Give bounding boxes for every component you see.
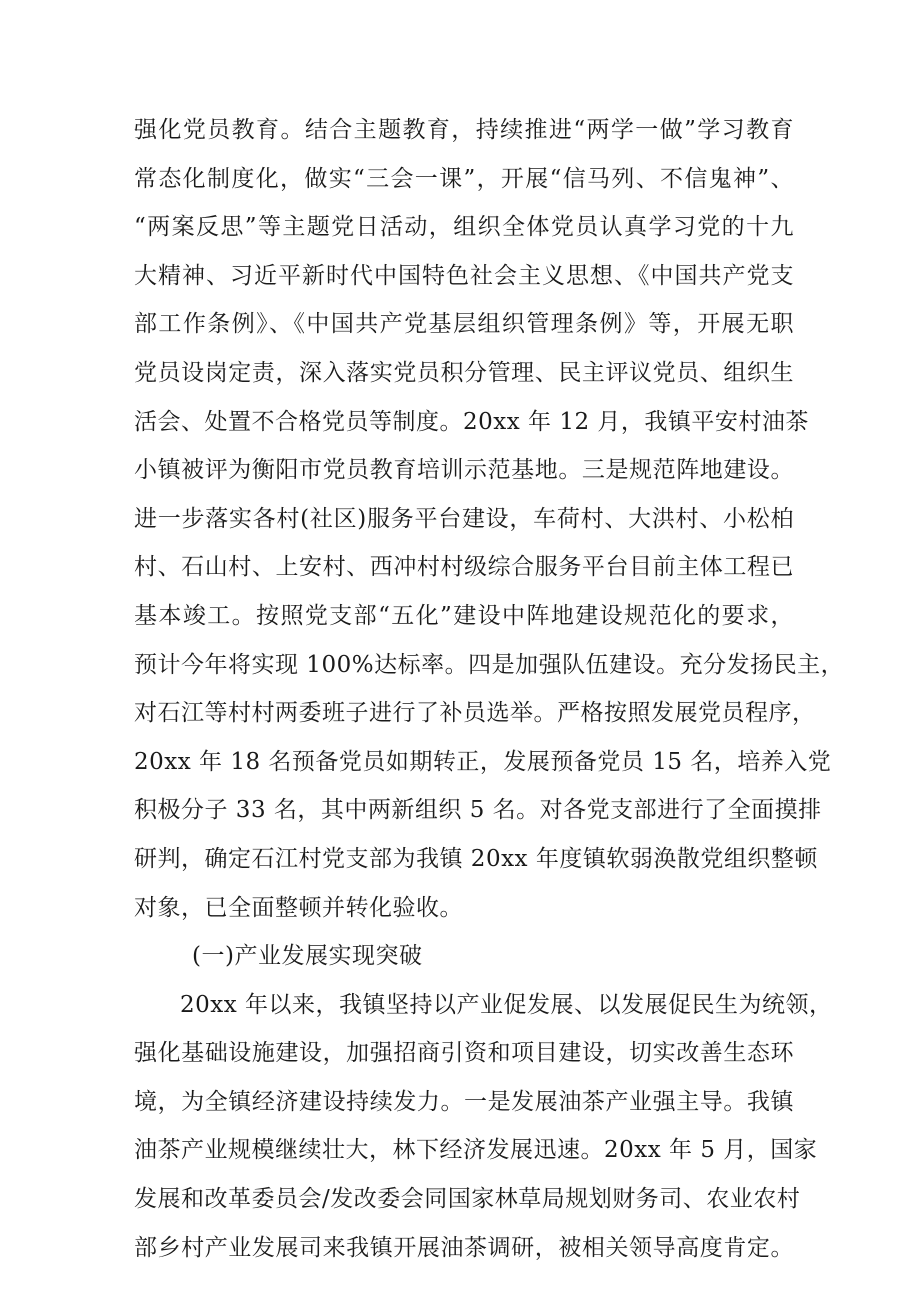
paragraph-2-line-6: 部乡村产业发展司来我镇开展油茶调研，被相关领导高度肯定。: [134, 1234, 794, 1261]
paragraph-1-line-8: 小镇被评为衡阳市党员教育培训示范基地。三是规范阵地建设。: [134, 457, 794, 484]
paragraph-2-line-1: 20xx 年以来，我镇坚持以产业促发展、以发展促民生为统领，: [180, 991, 833, 1018]
paragraph-1-line-15: 积极分子 33 名，其中两新组织 5 名。对各党支部进行了全面摸排: [134, 797, 822, 824]
paragraph-1-line-17: 对象，已全面整顿并转化验收。: [134, 894, 463, 921]
paragraph-1-line-2: 常态化制度化，做实“三会一课”，开展“信马列、不信鬼神”、: [134, 165, 794, 192]
paragraph-1-line-9: 进一步落实各村(社区)服务平台建设，车荷村、大洪村、小松柏: [134, 505, 794, 532]
paragraph-1-line-11: 基本竣工。按照党支部“五化”建设中阵地建设规范化的要求，: [134, 602, 794, 629]
paragraph-1-line-5: 部工作条例》、《中国共产党基层组织管理条例》等，开展无职: [134, 311, 794, 338]
document-body: [134, 106, 845, 1272]
paragraph-1-line-13: 对石江等村村两委班子进行了补员选举。严格按照发展党员程序，: [134, 700, 816, 727]
paragraph-1-line-1: 强化党员教育。结合主题教育，持续推进“两学一做”学习教育: [134, 117, 794, 143]
paragraph-1-line-7: 活会、处置不合格党员等制度。20xx 年 12 月，我镇平安村油茶: [134, 408, 809, 435]
paragraph-1-line-12: 预计今年将实现 100%达标率。四是加强队伍建设。充分发扬民主，: [134, 651, 845, 678]
paragraph-1-line-4: 大精神、习近平新时代中国特色社会主义思想、《中国共产党支: [134, 262, 794, 289]
paragraph-1-line-3: “两案反思”等主题党日活动，组织全体党员认真学习党的十九: [134, 214, 794, 241]
section-heading: (一)产业发展实现突破: [192, 943, 423, 970]
paragraph-2-line-3: 境，为全镇经济建设持续发力。一是发展油茶产业强主导。我镇: [134, 1088, 794, 1115]
paragraph-1-line-10: 村、石山村、上安村、西冲村村级综合服务平台目前主体工程已: [134, 554, 794, 581]
paragraph-2-line-4: 油茶产业规模继续壮大，林下经济发展迅速。20xx 年 5 月，国家: [134, 1137, 818, 1164]
paragraph-1-line-14: 20xx 年 18 名预备党员如期转正，发展预备党员 15 名，培养入党: [134, 748, 832, 775]
paragraph-2-line-5: 发展和改革委员会/发改委会同国家林草局规划财务司、农业农村: [134, 1186, 801, 1213]
paragraph-1-line-16: 研判，确定石江村党支部为我镇 20xx 年度镇软弱涣散党组织整顿: [134, 845, 818, 872]
paragraph-1-line-6: 党员设岗定责，深入落实党员积分管理、民主评议党员、组织生: [134, 359, 794, 386]
paragraph-2-line-2: 强化基础设施建设，加强招商引资和项目建设，切实改善生态环: [134, 1040, 794, 1067]
